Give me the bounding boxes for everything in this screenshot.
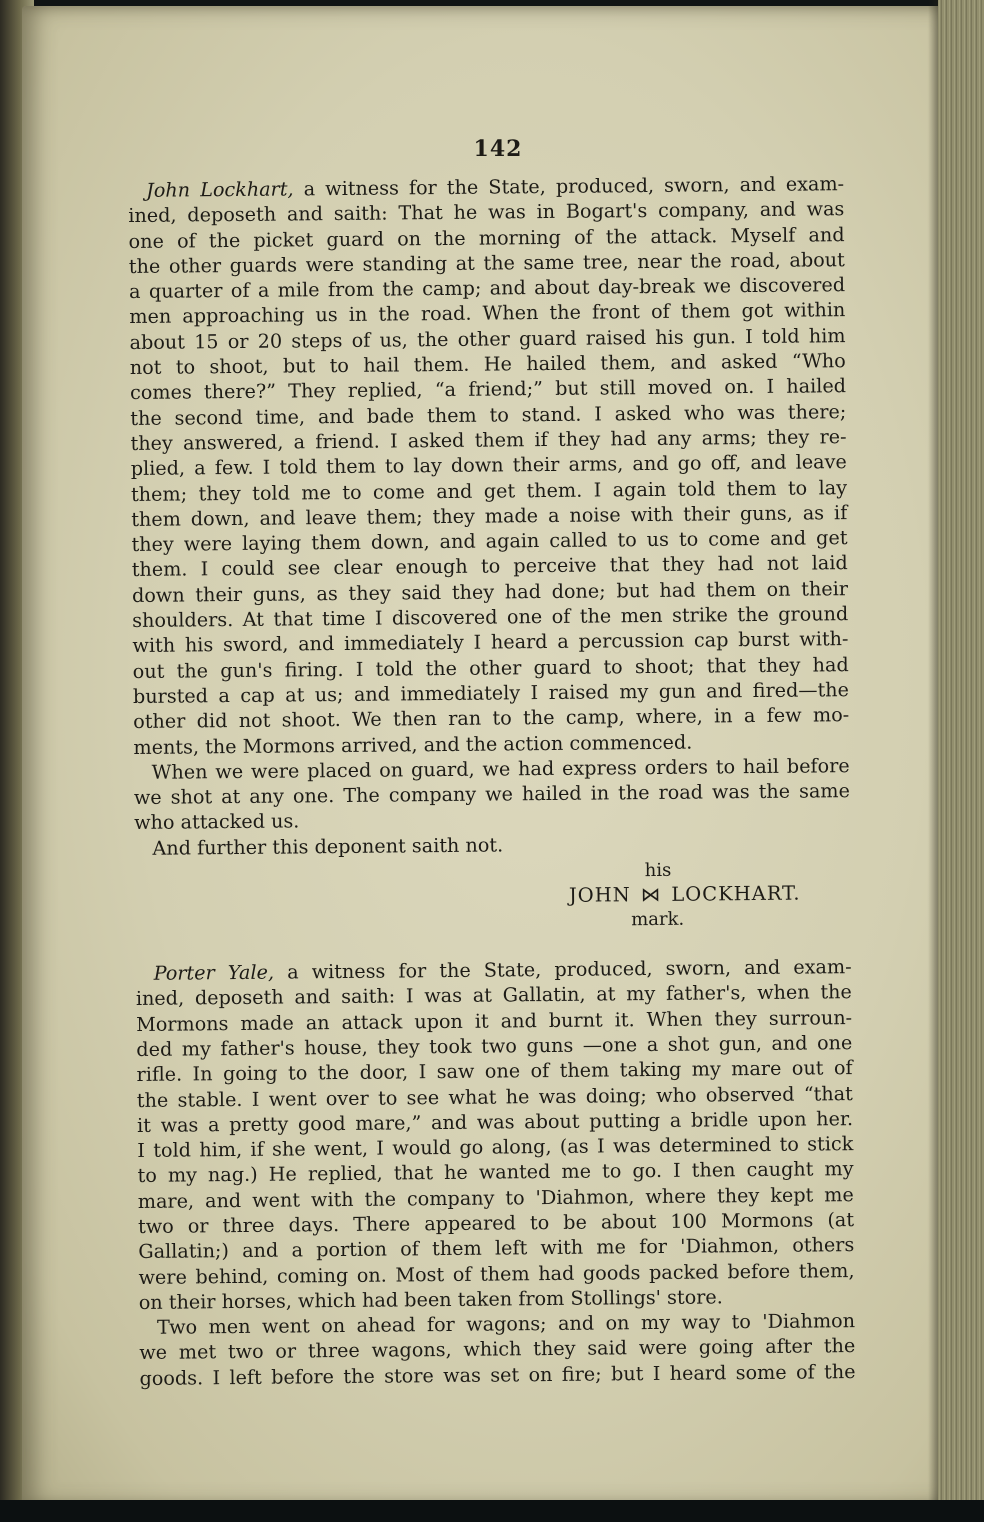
text-line: I told him, if she went, I would go along, (as I was determined to stick [137, 1132, 854, 1163]
text-line: the second time, and bade them to stand. I asked who was there; [130, 399, 847, 430]
scan-bottom-edge [0, 1500, 984, 1522]
yale-line-first: Porter Yale, a witness for the State, produced, sworn, and exam- [153, 955, 852, 985]
lockhart-paragraph-2 [134, 753, 851, 836]
yale-paragraph-2 [139, 1308, 856, 1391]
text-line: ded my father's house, they took two guns —one a shot gun, and one [136, 1030, 853, 1061]
text-line: they were laying them down, and again called to us to come and get [131, 526, 848, 557]
page-number: 142 [473, 136, 523, 162]
book-fore-edge [938, 0, 984, 1522]
text-line: to my nag.) He replied, that he wanted me to go. I then caught my [137, 1157, 854, 1188]
text-line: bursted a cap at us; and immediately I raised my gun and fired—the [132, 678, 850, 708]
page-text [128, 171, 856, 1391]
text-line: two or three days. There appeared to be about 100 Mormons (at [137, 1208, 855, 1238]
text-line: ments, the Mormons arrived, and the action commenced. [133, 730, 693, 759]
text-line: goods. I left before the store was set on fire; but I heard some of the [139, 1359, 856, 1390]
text-line: they answered, a friend. I asked them if they had any arms; they re- [130, 425, 847, 455]
signature-mark-label: mark. [631, 908, 685, 931]
text-line: one of the picket guard on the morning of the attack. Myself and [128, 222, 845, 253]
text-line: them. I could see clear enough to perceive that they had not laid [131, 551, 848, 582]
text-line: ined, deposeth and saith: I was at Gallatin, at my father's, when the [135, 980, 852, 1011]
text-line: not to shoot, but to hail them. He hailed them, and asked “Who [129, 349, 846, 380]
text-line: about 15 or 20 steps of us, the other guard raised his gun. I told him [129, 323, 846, 354]
text-line: it was a pretty good mare,” and was about putting a bridle upon her. [136, 1106, 854, 1137]
text-line: the other guards were standing at the same tree, near the road, about [128, 248, 845, 278]
witness-name-lockhart: John Lockhart, [146, 177, 294, 202]
text-line: When we were placed on guard, we had express orders to hail before [151, 753, 850, 784]
lockhart-line-first: John Lockhart, a witness for the State, produced, sworn, and exam- [146, 172, 845, 202]
closing-line: And further this deponent saith not. [152, 833, 504, 860]
text-line: other did not shoot. We then ran to the camp, where, in a few mo- [133, 703, 850, 734]
text-line: comes there?” They replied, “a friend;” but still moved on. I hailed [129, 374, 847, 405]
text-line: who attacked us. [134, 809, 300, 835]
text-line: with his sword, and immediately I heard a percussion cap burst with- [132, 627, 849, 658]
text-line: a quarter of a mile from the camp; and about day-break we discovered [128, 273, 846, 304]
text-line: rifle. In going to the door, I saw one of them taking my mare out of [136, 1056, 853, 1087]
text-line: out the gun's firing. I told the other guard to shoot; that they had [132, 652, 849, 683]
text-line: mare, and went with the company to 'Diahmon, where they kept me [137, 1182, 854, 1213]
text-line: we shot at any one. The company we hailed in the road was the same [133, 779, 851, 810]
text-line: men approaching us in the road. When the front of them got within [129, 298, 846, 329]
witness-name-yale: Porter Yale, [153, 960, 275, 985]
text-line: down their guns, as they said they had done; but had them on their [131, 576, 849, 607]
text-line: plied, a few. I told them to lay down their arms, and go off, and leave [130, 450, 847, 481]
signature-last-name: LOCKHART. [671, 881, 801, 906]
signature-name [569, 881, 801, 909]
text-line: ined, deposeth and saith: That he was in Bogart's company, and was [128, 197, 845, 228]
text-line: Gallatin;) and a portion of them left with me for 'Diahmon, others [138, 1233, 855, 1264]
text-line: we met two or three wagons, which they said were going after the [139, 1334, 856, 1365]
text-line: shoulders. At that time I discovered one of the men strike the ground [132, 602, 849, 633]
text-line: Two men went on ahead for wagons; and on my way to 'Diahmon [156, 1309, 856, 1339]
lockhart-signature [135, 854, 852, 937]
text-line: Mormons made an attack upon it and burnt it. When they surroun- [136, 1005, 853, 1036]
text-line: were behind, coming on. Most of them had goods packed before them, [138, 1258, 855, 1289]
signature-his: his [644, 859, 672, 882]
yale-testimony [136, 954, 855, 1315]
text-line: on their horses, which had been taken from Stollings' store. [138, 1285, 723, 1314]
text-line: them; they told me to come and get them. I again told them to lay [130, 475, 848, 506]
text-line: them down, and leave them; they made a noise with their guns, as if [131, 500, 848, 531]
signature-mark-icon: ⋈ [640, 882, 662, 907]
text-line: the stable. I went over to see what he was doing; who observed “that [136, 1081, 853, 1112]
signature-first-name: JOHN [568, 883, 631, 907]
lockhart-testimony [128, 171, 850, 760]
